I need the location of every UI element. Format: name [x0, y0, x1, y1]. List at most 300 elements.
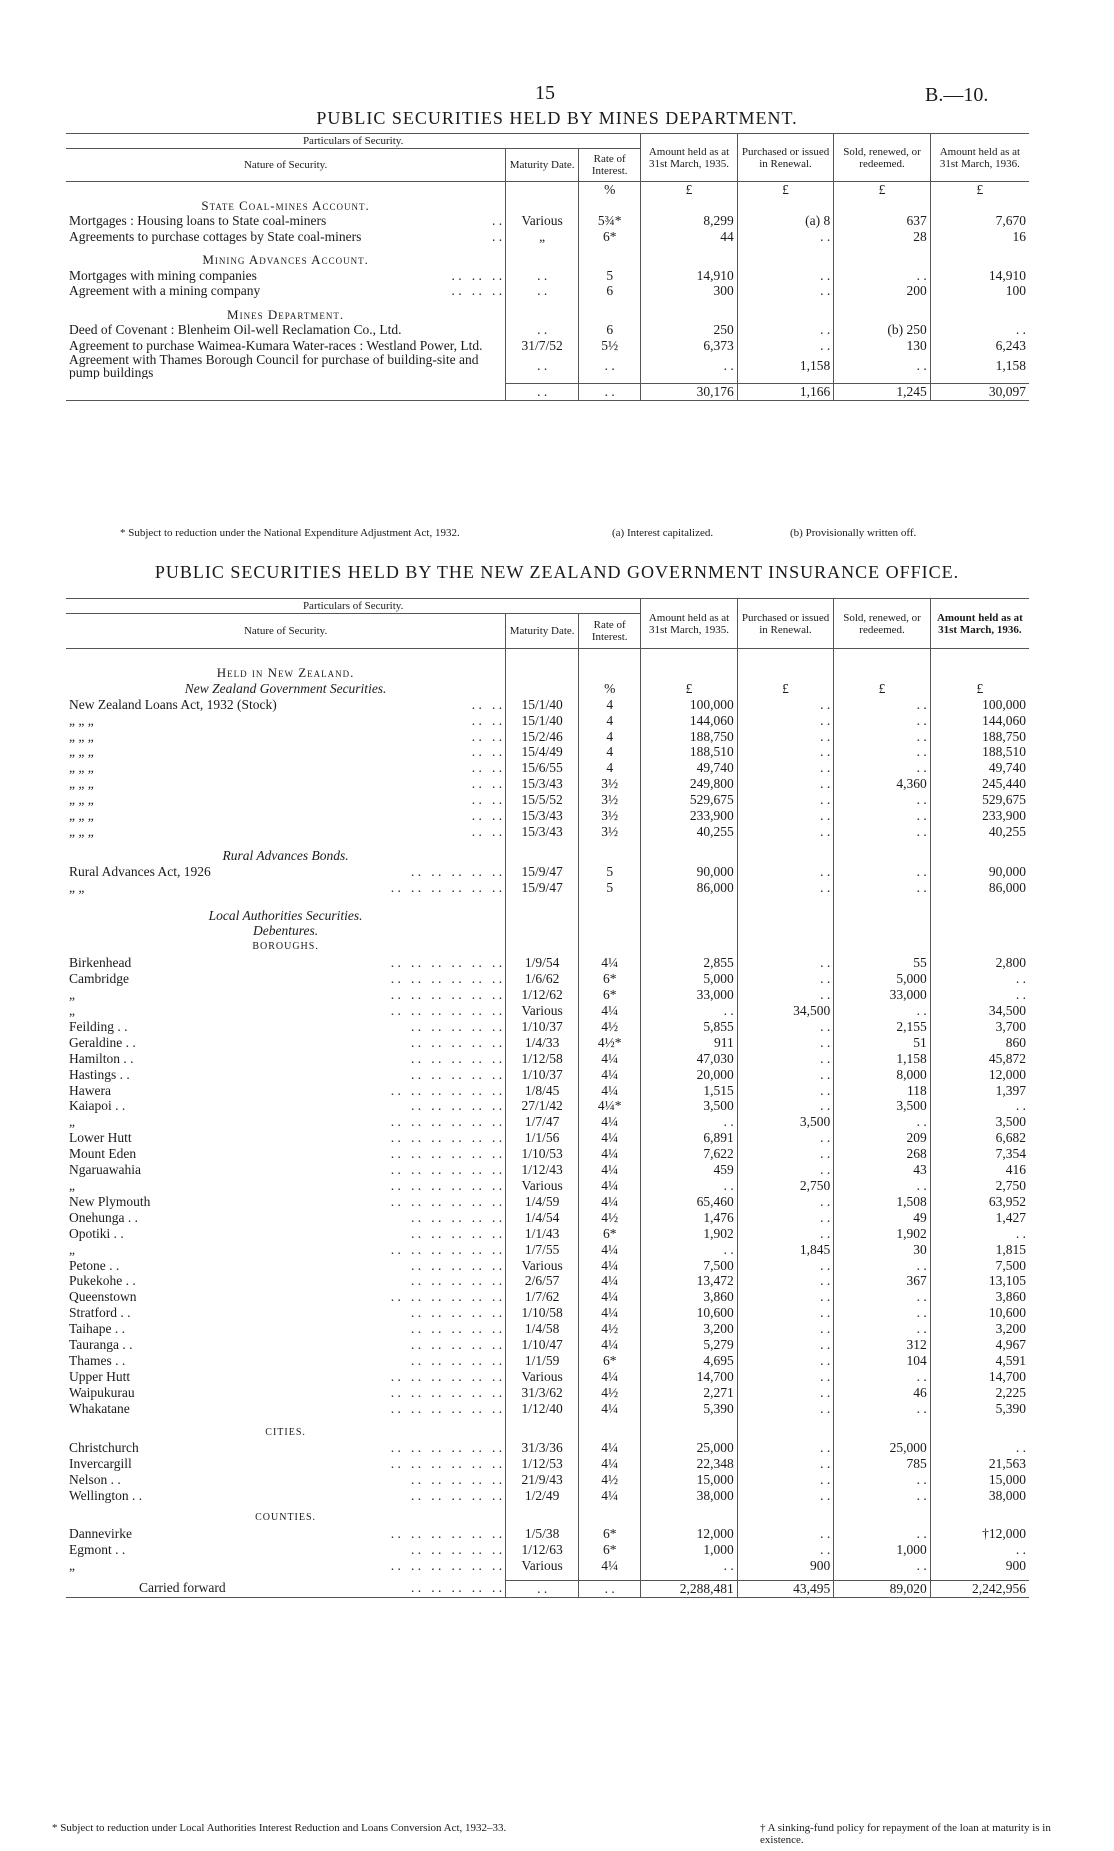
amount-held-1936: 416 [930, 1162, 1029, 1178]
security-name-text: „ „ „ [69, 760, 94, 776]
table-row [66, 971, 1029, 987]
amount-held-1936: 529,675 [930, 792, 1029, 808]
security-name [66, 1114, 506, 1130]
security-name-text: Onehunga . . [69, 1209, 138, 1225]
spacer-cell [506, 840, 579, 848]
sold-amount: 4,360 [834, 776, 931, 792]
table-row [66, 713, 1029, 729]
amount-held-1936: 1,397 [930, 1083, 1029, 1099]
leader-dots: . . . . . . . . . . [411, 1034, 503, 1050]
empty-cell [579, 1510, 641, 1526]
amount-held-1936: 90,000 [930, 864, 1029, 880]
maturity-date: Various [506, 1558, 579, 1574]
empty-cell [641, 307, 738, 323]
amount-held-1935: 38,000 [641, 1488, 738, 1504]
table-row [66, 1098, 1029, 1114]
security-name-text: Hawera [69, 1082, 111, 1098]
pound-unit: £ [930, 681, 1029, 697]
security-name-text: „ „ „ [69, 776, 94, 792]
purchased-amount: . . [737, 1401, 834, 1417]
purchased-amount: . . [737, 760, 834, 776]
spacer-row [66, 1417, 1029, 1425]
purchased-amount: . . [737, 1035, 834, 1051]
interest-rate: 5 [579, 880, 641, 896]
table-row [66, 1242, 1029, 1258]
table-row [66, 776, 1029, 792]
interest-rate: 5¾* [579, 213, 641, 229]
interest-rate: 4¼ [579, 1083, 641, 1099]
maturity-date: 1/10/37 [506, 1067, 579, 1083]
leader-dots: . . . . [471, 728, 503, 744]
security-name-text: New Plymouth [69, 1193, 151, 1209]
spacer-cell [506, 1417, 579, 1425]
amount-held-1936: . . [930, 322, 1029, 338]
interest-rate: 4¼ [579, 1130, 641, 1146]
table-row [66, 760, 1029, 776]
interest-rate: 4¼ [579, 1558, 641, 1574]
mines-footnote-3: (b) Provisionally written off. [790, 527, 917, 539]
sold-amount: . . [834, 760, 931, 776]
amount-held-1936: 63,952 [930, 1194, 1029, 1210]
security-name-text: Birkenhead [69, 955, 132, 971]
empty-cell [506, 307, 579, 323]
purchased-amount: . . [737, 1098, 834, 1114]
empty-cell [641, 923, 738, 939]
sold-amount: 785 [834, 1456, 931, 1472]
spacer-cell [834, 244, 931, 252]
purchased-amount: . . [737, 880, 834, 896]
insurance-title: PUBLIC SECURITIES HELD BY THE NEW ZEALAND GOVERNMENT INSURANCE OFFICE. [154, 562, 960, 582]
amount-held-1936: 40,255 [930, 824, 1029, 840]
interest-rate: 6* [579, 1353, 641, 1369]
security-name [66, 1083, 506, 1099]
table-row [66, 955, 1029, 971]
interest-rate: 4¼ [579, 1488, 641, 1504]
sold-amount: 209 [834, 1130, 931, 1146]
security-name-text: „ [69, 1177, 75, 1193]
security-name-text: Mortgages with mining companies [69, 267, 257, 283]
maturity-date: Various [506, 1258, 579, 1274]
particulars-header: Particulars of Security. [66, 599, 641, 614]
security-name-text: Egmont . . [69, 1541, 126, 1557]
leader-dots: . . . . . . . . . . . . [390, 1384, 503, 1400]
security-name [66, 213, 506, 229]
leader-dots: . . . . [471, 744, 503, 760]
sold-amount: 30 [834, 1242, 931, 1258]
leader-dots: . . . . . . [451, 267, 503, 283]
interest-rate: 6* [579, 971, 641, 987]
sold-amount: . . [834, 1369, 931, 1385]
mines-footnote-1: * Subject to reduction under the National Expenditure Adjustment Act, 1932. [120, 527, 460, 539]
security-name-text: Waipukurau [69, 1384, 135, 1400]
empty-cell [930, 848, 1029, 864]
sold-amount: 46 [834, 1385, 931, 1401]
sold-amount: . . [834, 1114, 931, 1130]
leader-dots: . . . . . . . . . . [411, 1098, 503, 1114]
maturity-date: 15/3/43 [506, 824, 579, 840]
table-row [66, 1401, 1029, 1417]
held-1936-header: Amount held as at 31st March, 1936. [930, 599, 1029, 649]
maturity-date: . . [506, 283, 579, 299]
interest-rate: . . [579, 353, 641, 379]
interest-rate: 5 [579, 864, 641, 880]
leader-dots: . . . . . . . . . . [411, 1352, 503, 1368]
table-row [66, 1146, 1029, 1162]
amount-held-1936: 14,910 [930, 268, 1029, 284]
table-row [66, 987, 1029, 1003]
empty-cell [66, 384, 506, 401]
table-row [66, 1258, 1029, 1274]
maturity-date: 1/1/59 [506, 1353, 579, 1369]
purchased-amount: . . [737, 1488, 834, 1504]
security-name [66, 338, 506, 354]
debentures-heading [66, 923, 1029, 939]
purchased-amount: 43,495 [737, 1580, 834, 1597]
maturity-date: Various [506, 1369, 579, 1385]
leader-dots: . . . . . . . . . . [411, 1321, 503, 1337]
security-name [66, 1401, 506, 1417]
interest-rate: 6 [579, 322, 641, 338]
amount-held-1935: 1,476 [641, 1210, 738, 1226]
table-row [66, 1019, 1029, 1035]
held-in-nz-heading: Held in New Zealand. [216, 664, 355, 680]
leader-dots: . . . . . . . . . . [411, 863, 503, 879]
maturity-date: Various [506, 1178, 579, 1194]
mines-table [66, 133, 1029, 401]
maturity-date: 1/4/33 [506, 1035, 579, 1051]
security-name [66, 283, 506, 299]
purchased-header: Purchased or issued in Renewal. [737, 599, 834, 649]
amount-held-1936: 1,815 [930, 1242, 1029, 1258]
leader-dots: . . . . . . . . . . . . [390, 1082, 503, 1098]
maturity-date: 1/12/40 [506, 1401, 579, 1417]
empty-cell [641, 252, 738, 268]
spacer-cell [737, 840, 834, 848]
spacer-cell [834, 1417, 931, 1425]
spacer-cell [66, 244, 506, 252]
amount-held-1936: 188,750 [930, 729, 1029, 745]
sold-amount: 1,158 [834, 1051, 931, 1067]
leader-dots: . . [492, 228, 503, 244]
table-row [66, 1273, 1029, 1289]
security-name [66, 729, 506, 745]
sold-amount: 25,000 [834, 1440, 931, 1456]
purchased-amount: . . [737, 1369, 834, 1385]
empty-cell [737, 307, 834, 323]
amount-held-1936: . . [930, 1098, 1029, 1114]
security-name [66, 1305, 506, 1321]
security-name [66, 1580, 506, 1597]
spacer-cell [579, 896, 641, 908]
sold-amount: . . [834, 1472, 931, 1488]
sold-amount: 51 [834, 1035, 931, 1051]
security-name-text: Pukekohe . . [69, 1273, 136, 1289]
spacer-cell [930, 299, 1029, 307]
interest-rate: 4¼ [579, 1194, 641, 1210]
amount-held-1935: 6,373 [641, 338, 738, 354]
amount-held-1935: 459 [641, 1162, 738, 1178]
amount-held-1935: 2,855 [641, 955, 738, 971]
security-name [66, 776, 506, 792]
leader-dots: . . . . [471, 776, 503, 792]
security-name-text: Opotiki . . [69, 1225, 124, 1241]
table-row [66, 1305, 1029, 1321]
sold-amount: . . [834, 792, 931, 808]
leader-dots: . . . . . . . . . . . . [390, 1456, 503, 1472]
leader-dots: . . . . . . . . . . . . [390, 1241, 503, 1257]
spacer-cell [506, 299, 579, 307]
amount-held-1936: 900 [930, 1558, 1029, 1574]
spacer-cell [737, 1417, 834, 1425]
table-row [66, 1488, 1029, 1504]
amount-held-1935: 911 [641, 1035, 738, 1051]
security-name-text: Thames . . [69, 1352, 126, 1368]
security-name [66, 971, 506, 987]
amount-held-1935: 49,740 [641, 760, 738, 776]
maturity-date: 1/7/55 [506, 1242, 579, 1258]
amount-held-1935: 250 [641, 322, 738, 338]
purchased-amount: . . [737, 1440, 834, 1456]
security-name [66, 1258, 506, 1274]
security-name-text: Upper Hutt [69, 1368, 131, 1384]
maturity-date: 31/3/62 [506, 1385, 579, 1401]
interest-rate: 4¼ [579, 1273, 641, 1289]
interest-rate: 4¼ [579, 1305, 641, 1321]
security-name [66, 987, 506, 1003]
sold-amount: . . [834, 1178, 931, 1194]
leader-dots: . . . . . . . . . . [411, 1066, 503, 1082]
security-name [66, 792, 506, 808]
amount-held-1936: 1,427 [930, 1210, 1029, 1226]
security-name-text: Nelson . . [69, 1472, 121, 1488]
sold-amount: . . [834, 1526, 931, 1542]
sold-amount: . . [834, 713, 931, 729]
spacer-cell [834, 840, 931, 848]
amount-held-1935: 5,000 [641, 971, 738, 987]
leader-dots: . . . . [471, 792, 503, 808]
sold-amount: 130 [834, 338, 931, 354]
purchased-amount: . . [737, 864, 834, 880]
purchased-amount: . . [737, 1083, 834, 1099]
sold-amount: 1,000 [834, 1542, 931, 1558]
amount-held-1936: 49,740 [930, 760, 1029, 776]
interest-rate: 4¼ [579, 1162, 641, 1178]
table-row [66, 744, 1029, 760]
amount-held-1935: 7,500 [641, 1258, 738, 1274]
sold-amount: . . [834, 880, 931, 896]
interest-rate: 4¼ [579, 1258, 641, 1274]
amount-held-1936: 4,967 [930, 1337, 1029, 1353]
nature-header: Nature of Security. [243, 625, 328, 637]
maturity-date: 15/5/52 [506, 792, 579, 808]
interest-rate: 4 [579, 744, 641, 760]
interest-rate: 4½* [579, 1035, 641, 1051]
spacer-cell [579, 244, 641, 252]
spacer-cell [641, 1417, 738, 1425]
amount-held-1936: 38,000 [930, 1488, 1029, 1504]
purchased-amount: . . [737, 229, 834, 245]
empty-cell [834, 923, 931, 939]
counties-heading [66, 1510, 1029, 1526]
security-name [66, 824, 506, 840]
security-name-text: Wellington . . [69, 1488, 143, 1504]
amount-held-1935: 5,390 [641, 1401, 738, 1417]
maturity-date: . . [506, 322, 579, 338]
sold-amount: 1,902 [834, 1226, 931, 1242]
leader-dots: . . . . . . . . . . [411, 1472, 503, 1488]
empty-cell [737, 848, 834, 864]
empty-cell [834, 198, 931, 214]
maturity-date: 1/12/53 [506, 1456, 579, 1472]
amount-held-1936: 6,682 [930, 1130, 1029, 1146]
leader-dots: . . . . [471, 696, 503, 712]
leader-dots: . . . . . . . . . . . . [390, 1114, 503, 1130]
spacer-cell [930, 840, 1029, 848]
spacer-cell [66, 299, 506, 307]
maturity-date: 15/3/43 [506, 776, 579, 792]
pound-unit: £ [737, 182, 834, 198]
maturity-date: 1/9/54 [506, 955, 579, 971]
maturity-date: 31/3/36 [506, 1440, 579, 1456]
spacer-cell [506, 896, 579, 908]
interest-rate: 4¼ [579, 1242, 641, 1258]
sold-amount: . . [834, 1289, 931, 1305]
security-name-text: „ [69, 1114, 75, 1130]
security-name [66, 1051, 506, 1067]
interest-rate: 4¼ [579, 1114, 641, 1130]
purchased-amount: . . [737, 1273, 834, 1289]
table-row [66, 808, 1029, 824]
security-name [66, 268, 506, 284]
rate-unit: % [579, 681, 641, 697]
interest-rate: 4 [579, 760, 641, 776]
security-name-text: New Zealand Loans Act, 1932 (Stock) [69, 696, 277, 712]
sold-amount: 367 [834, 1273, 931, 1289]
interest-rate: 6* [579, 1542, 641, 1558]
amount-held-1935: 5,855 [641, 1019, 738, 1035]
interest-rate: 6* [579, 229, 641, 245]
amount-held-1936: 1,158 [930, 353, 1029, 379]
security-name [66, 1210, 506, 1226]
table-row [66, 1526, 1029, 1542]
amount-held-1935: 300 [641, 283, 738, 299]
leader-dots: . . [492, 213, 503, 228]
sold-amount: (b) 250 [834, 322, 931, 338]
held-1936-header: Amount held as at 31st March, 1936. [930, 134, 1029, 182]
empty-cell [930, 939, 1029, 955]
amount-held-1935: . . [641, 1114, 738, 1130]
spacer-cell [579, 299, 641, 307]
purchased-amount: . . [737, 1194, 834, 1210]
maturity-date: 1/12/62 [506, 987, 579, 1003]
maturity-header: Maturity Date. [506, 614, 579, 649]
empty-cell [579, 848, 641, 864]
interest-rate: 6* [579, 1226, 641, 1242]
nzgov-heading: New Zealand Government Securities. [184, 680, 387, 696]
amount-held-1935: 40,255 [641, 824, 738, 840]
spacer-cell [641, 244, 738, 252]
amount-held-1935: 90,000 [641, 864, 738, 880]
purchased-amount: . . [737, 1542, 834, 1558]
interest-rate: 6* [579, 1526, 641, 1542]
amount-held-1936: 3,500 [930, 1114, 1029, 1130]
total-sold: 1,245 [834, 384, 931, 401]
interest-rate: 4¼ [579, 1440, 641, 1456]
amount-held-1935: 2,288,481 [641, 1580, 738, 1597]
mines-footnote-2: (a) Interest capitalized. [612, 527, 714, 539]
table-row [66, 1194, 1029, 1210]
empty-cell [579, 939, 641, 955]
maturity-date: 1/7/62 [506, 1289, 579, 1305]
table-row [66, 1210, 1029, 1226]
table-row [66, 1369, 1029, 1385]
security-name-text: Rural Advances Act, 1926 [69, 863, 211, 879]
security-name-text: Christchurch [69, 1440, 139, 1456]
total-row [66, 384, 1029, 401]
pound-unit: £ [834, 182, 931, 198]
empty-cell [579, 908, 641, 924]
amount-held-1935: . . [641, 1178, 738, 1194]
amount-held-1935: . . [641, 1003, 738, 1019]
purchased-amount: . . [737, 1289, 834, 1305]
amount-held-1935: 233,900 [641, 808, 738, 824]
maturity-date: 15/1/40 [506, 697, 579, 713]
amount-held-1935: 65,460 [641, 1194, 738, 1210]
table-row [66, 824, 1029, 840]
section-heading-label: Mines Department. [227, 306, 345, 322]
security-name [66, 1273, 506, 1289]
amount-held-1936: 3,200 [930, 1321, 1029, 1337]
insurance-body [66, 649, 1029, 1598]
purchased-amount: . . [737, 268, 834, 284]
amount-held-1935: 44 [641, 229, 738, 245]
purchased-amount: 1,845 [737, 1242, 834, 1258]
purchased-amount: . . [737, 1067, 834, 1083]
security-name-text: „ „ „ [69, 744, 94, 760]
security-name [66, 1067, 506, 1083]
maturity-date: 1/6/62 [506, 971, 579, 987]
leader-dots: . . . . . . . . . . [411, 1050, 503, 1066]
sold-amount: . . [834, 864, 931, 880]
security-name-text: Feilding . . [69, 1018, 128, 1034]
sold-amount: 43 [834, 1162, 931, 1178]
empty-cell [834, 307, 931, 323]
leader-dots: . . . . . . . . . . . . [390, 971, 503, 987]
purchased-amount: . . [737, 1226, 834, 1242]
section-heading-label: Mining Advances Account. [202, 252, 369, 267]
security-name-text: Dannevirke [69, 1526, 132, 1542]
security-name-text: Stratford . . [69, 1305, 131, 1321]
empty-cell [834, 939, 931, 955]
spacer-row [66, 299, 1029, 307]
spacer-cell [641, 896, 738, 908]
table-row [66, 1083, 1029, 1099]
maturity-date: . . [506, 268, 579, 284]
table-row [66, 1353, 1029, 1369]
spacer-cell [737, 896, 834, 908]
empty-cell [506, 198, 579, 214]
amount-held-1935: 529,675 [641, 792, 738, 808]
spacer-cell [66, 1417, 506, 1425]
purchased-amount: 1,158 [737, 353, 834, 379]
spacer-row [66, 244, 1029, 252]
particulars-header: Particulars of Security. [66, 134, 641, 149]
amount-held-1936: 188,510 [930, 744, 1029, 760]
leader-dots: . . . . . . . . . . . . [390, 1557, 503, 1573]
table-row [66, 697, 1029, 713]
security-name-text: Queenstown [69, 1289, 137, 1305]
amount-held-1935: 2,271 [641, 1385, 738, 1401]
